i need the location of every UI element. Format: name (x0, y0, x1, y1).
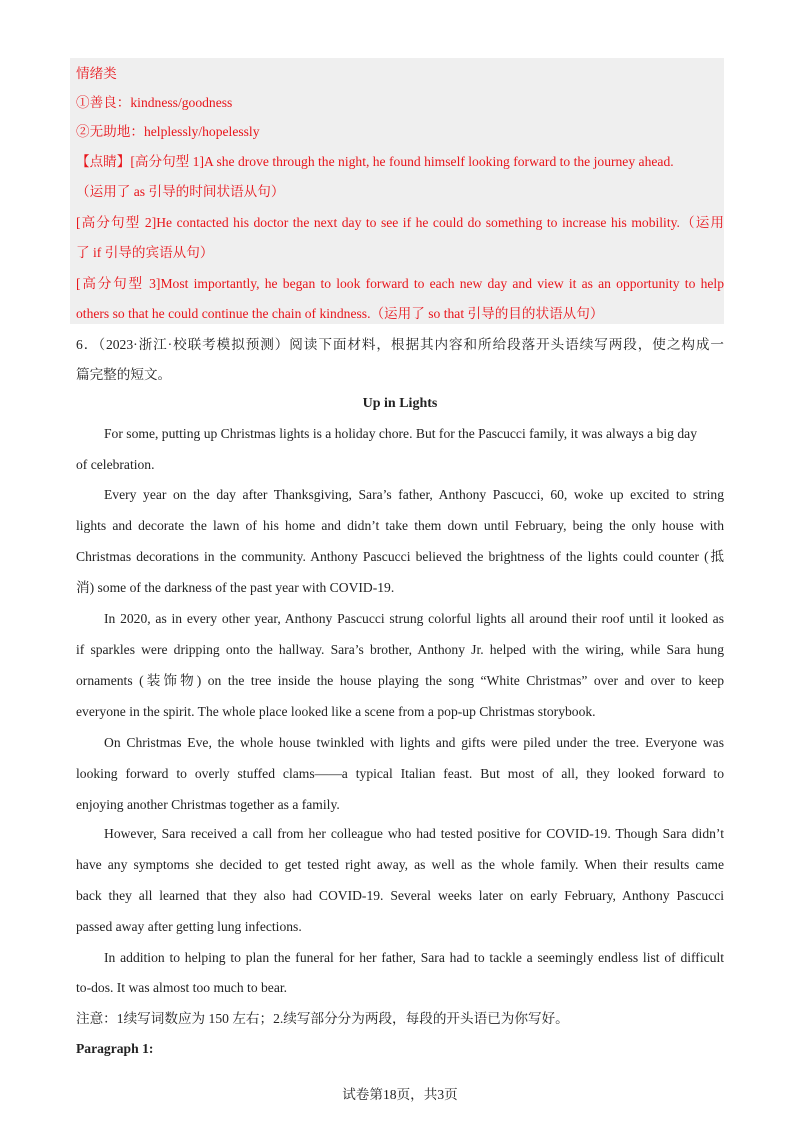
article-line: Every year on the day after Thanksgiving, Sara’s father, Anthony Pascucci, 60, woke up excited to string (104, 487, 724, 502)
article-line: looking forward to overly stuffed clams——a typical Italian feast. But most of all, they looked forward to (76, 766, 724, 781)
article-line: if sparkles were dripping onto the hallway. Sara’s brother, Anthony Jr. helped with the wiring, while Sara hung (76, 642, 724, 657)
paragraph1-label: Paragraph 1: (76, 1041, 154, 1056)
article-title: Up in Lights (362, 396, 438, 411)
article-line: In 2020, as in every other year, Anthony Pascucci strung colorful lights all around their roof until it looked as (104, 611, 724, 626)
category-label: 情绪类 (76, 66, 117, 81)
article-line: enjoying another Christmas together as a family. (76, 797, 340, 812)
tip-pattern1-note: （运用了 as 引导的时间状语从句） (76, 184, 285, 199)
article-line: have any symptoms she decided to get tested right away, as well as the whole family. When their results came (76, 857, 724, 872)
question-line2: 篇完整的短文。 (76, 367, 172, 382)
pattern3-line2: others so that he could continue the chain of kindness.（运用了 so that 引导的目的状语从句） (76, 306, 604, 321)
article-line: On Christmas Eve, the whole house twinkled with lights and gifts were piled under the tree. Everyone was (104, 735, 724, 750)
writing-note: 注意：1续写词数应为 150 左右；2.续写部分分为两段，每段的开头语已为你写好。 (76, 1011, 569, 1026)
article-line: However, Sara received a call from her colleague who had tested positive for COVID-19. Though Sara didn’t (104, 826, 724, 841)
article-line: lights and decorate the lawn of his home and didn’t take them down until February, being the only house with (76, 518, 724, 533)
article-line: everyone in the spirit. The whole place looked like a scene from a pop-up Christmas storybook. (76, 704, 596, 719)
vocab-item-helplessly: ②无助地：helplessly/hopelessly (76, 124, 260, 139)
article-line: of celebration. (76, 457, 155, 472)
article-line: passed away after getting lung infections. (76, 919, 302, 934)
tip-pattern1: 【点睛】[高分句型 1]A she drove through the night, he found himself looking forward to the journey ahead. (76, 154, 674, 169)
vocab-item-kindness: ①善良：kindness/goodness (76, 95, 233, 110)
pattern2-line1: [高分句型 2]He contacted his doctor the next day to see if he could do something to increase his mobility.（运用 (76, 215, 724, 230)
page-footer: 试卷第18页，共3页 (342, 1087, 458, 1102)
article-line: ornaments (装饰物) on the tree inside the house playing the song “White Christmas” over and over to keep (76, 673, 724, 688)
question-line1: 6．（2023·浙江·校联考模拟预测）阅读下面材料，根据其内容和所给段落开头语续写两段，使之构成一 (76, 337, 724, 352)
article-line: For some, putting up Christmas lights is a holiday chore. But for the Pascucci family, it was always a big day (104, 426, 697, 441)
article-line: In addition to helping to plan the funeral for her father, Sara had to tackle a seemingly endless list of difficult (104, 950, 724, 965)
article-line: to-dos. It was almost too much to bear. (76, 980, 288, 995)
pattern2-line2: 了 if 引导的宾语从句） (76, 245, 214, 260)
article-line: 消) some of the darkness of the past year with COVID-19. (76, 580, 395, 595)
pattern3-line1: [高分句型 3]Most importantly, he began to look forward to each new day and view it as an opportunity to help (76, 276, 724, 291)
article-line: Christmas decorations in the community. Anthony Pascucci believed the brightness of the lights could counter (抵 (76, 549, 724, 564)
article-line: back they all learned that they also had COVID-19. Several weeks later on early February, Anthony Pascucci (76, 888, 724, 903)
